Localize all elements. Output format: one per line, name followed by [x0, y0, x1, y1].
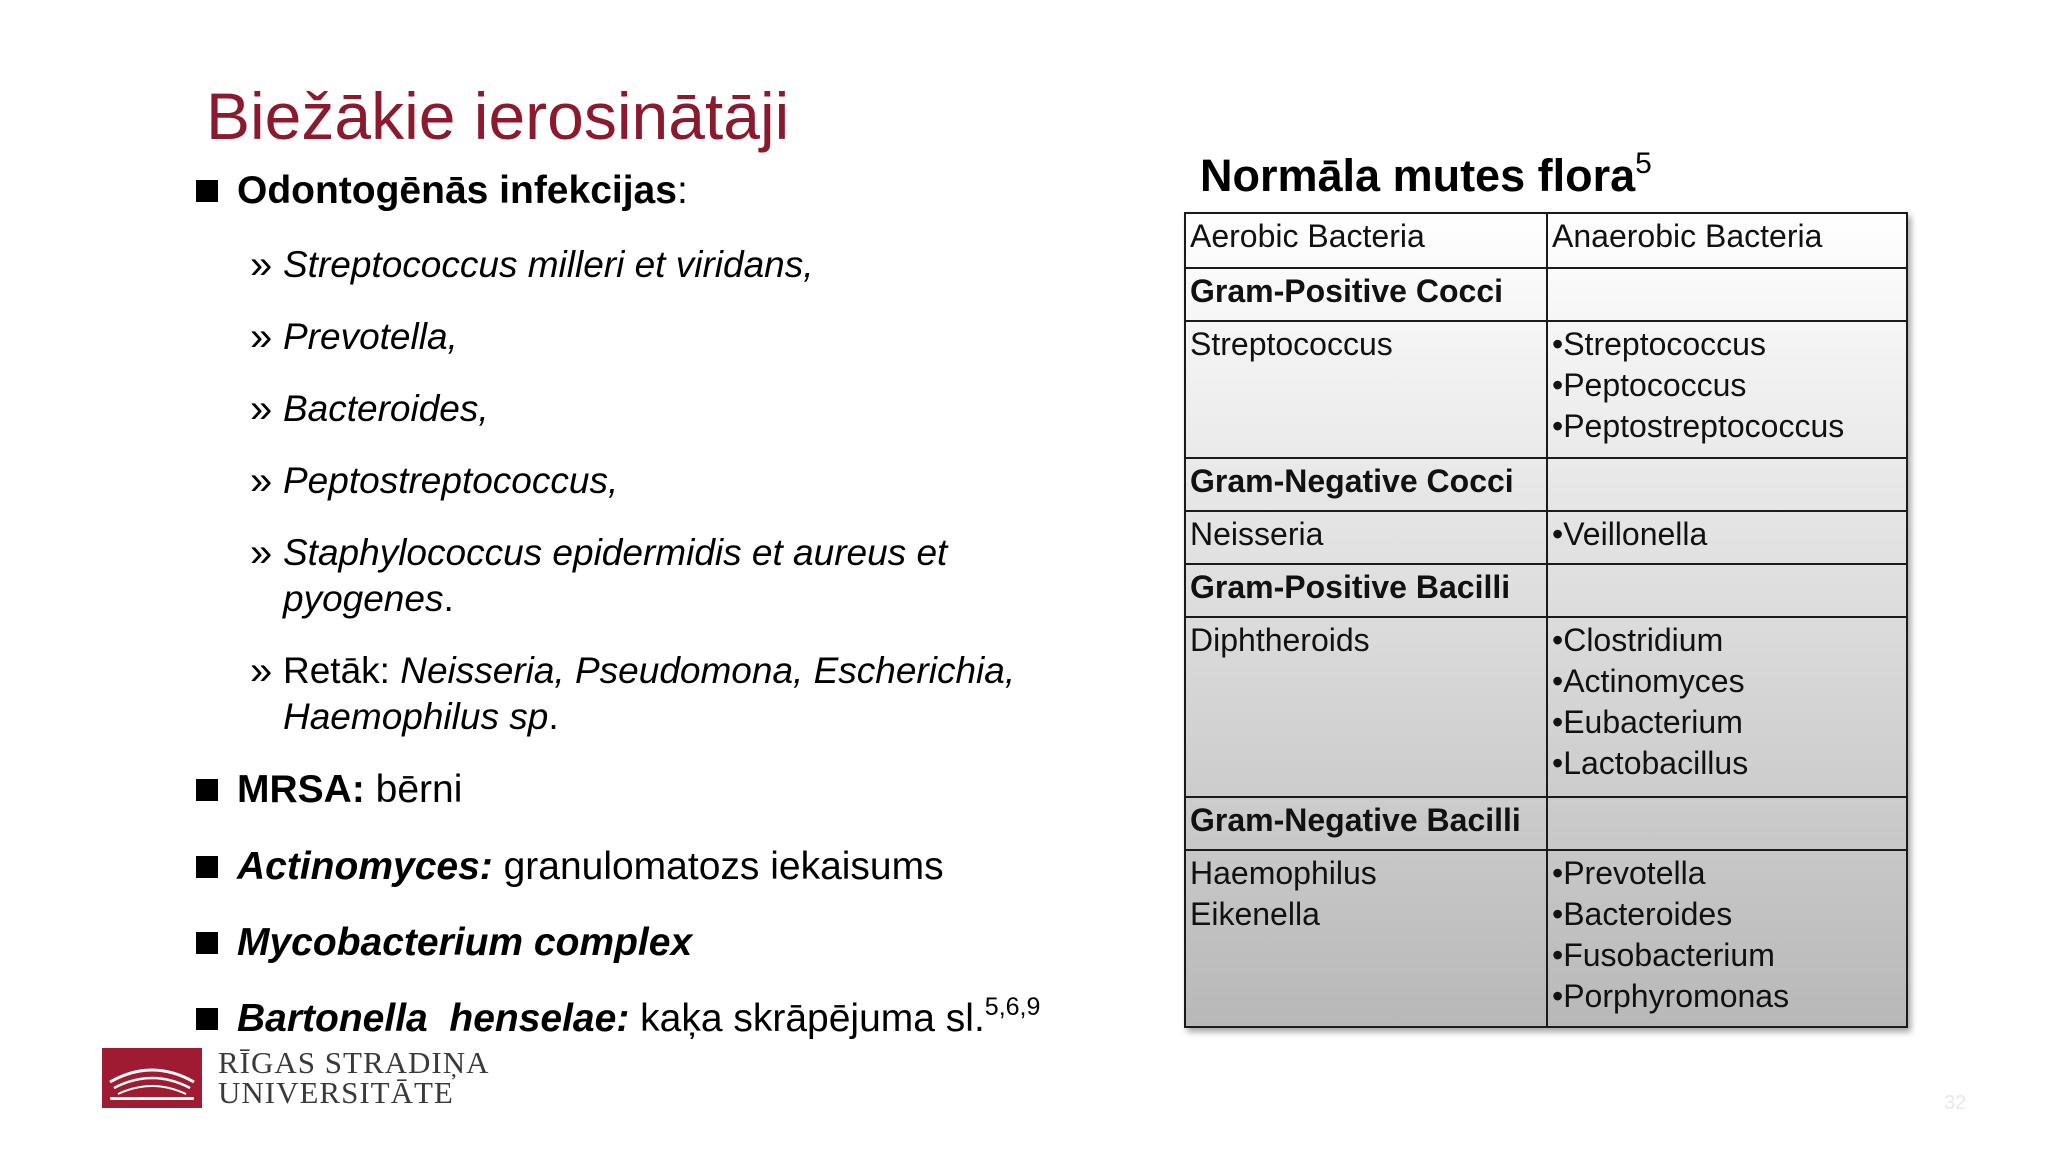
- bullet-mycobacterium-label: Mycobacterium complex: [237, 921, 693, 964]
- bullet-bartonella: [237, 993, 1041, 1042]
- table-row: [1186, 510, 1906, 563]
- subitem-prevotella: Prevotella,: [283, 316, 458, 357]
- sub-marker-icon: »: [250, 243, 273, 287]
- bullet-bartonella-label: Bartonella henselae:: [237, 997, 630, 1040]
- list-item: •Porphyromonas: [1552, 978, 1790, 1014]
- list-item: •Peptostreptococcus: [1552, 408, 1845, 444]
- subitem-staphylococcus-line2: [283, 576, 454, 622]
- list-item: •Streptococcus: [1552, 326, 1766, 362]
- aerobic-gpc: Streptococcus: [1186, 322, 1548, 457]
- bullet-actinomyces: [237, 844, 944, 890]
- anaerobic-gnc: •Veillonella: [1552, 516, 1708, 552]
- aerobic-gnc: Neisseria: [1186, 512, 1548, 563]
- subitem-retak-prefix: Retāk:: [283, 650, 401, 691]
- list-item: •Peptococcus: [1552, 367, 1747, 403]
- sub-marker-icon: »: [250, 315, 273, 359]
- anaerobic-gpb: [1548, 618, 1906, 796]
- list-item: •Actinomyces: [1552, 663, 1745, 699]
- category-gram-negative-bacilli: Gram-Negative Bacilli: [1186, 798, 1548, 849]
- list-item: •Prevotella: [1552, 855, 1706, 891]
- subitem-staphylococcus-line1: Staphylococcus epidermidis et aureus et: [283, 532, 948, 573]
- table-row: [1186, 320, 1906, 457]
- bullet-odontogenic-label: Odontogēnās infekcijas: [237, 169, 677, 212]
- flora-title-text: Normāla mutes flora: [1200, 150, 1636, 201]
- table-row: [1186, 457, 1906, 510]
- table-row: [1186, 849, 1906, 1026]
- bullet-mrsa: [237, 767, 462, 813]
- table-header-row: [1186, 214, 1906, 267]
- list-item: •Lactobacillus: [1552, 745, 1749, 781]
- bullet-actinomyces-label: Actinomyces:: [237, 845, 493, 888]
- category-gram-positive-bacilli: Gram-Positive Bacilli: [1186, 565, 1548, 616]
- anaerobic-gnb: [1548, 851, 1906, 1026]
- empty-cell: [1548, 565, 1906, 616]
- subitem-pyogenes-end: .: [443, 578, 454, 619]
- bullet-odontogenic: [237, 168, 688, 214]
- bullet-square-icon: [196, 779, 218, 801]
- category-gram-negative-cocci: Gram-Negative Cocci: [1186, 459, 1548, 510]
- list-item: •Clostridium: [1552, 622, 1724, 658]
- bullet-mrsa-label: MRSA:: [237, 768, 365, 811]
- flora-table: [1184, 212, 1908, 1028]
- empty-cell: [1548, 269, 1906, 320]
- subitem-peptostreptococcus: Peptostreptococcus,: [283, 460, 619, 501]
- bullet-square-icon: [196, 1008, 218, 1030]
- empty-cell: [1548, 798, 1906, 849]
- bullet-odontogenic-colon: :: [676, 169, 688, 212]
- aerobic-gpb: Diphtheroids: [1186, 618, 1548, 796]
- table-row: [1186, 616, 1906, 796]
- aerobic-gnb: [1186, 851, 1548, 1026]
- page-number: 32: [1944, 1092, 1967, 1114]
- bullet-square-icon: [196, 856, 218, 878]
- slide-title: Biežākie ierosinātāji: [206, 79, 790, 153]
- university-name: [218, 1045, 490, 1110]
- subitem-retak-line2: [283, 694, 559, 740]
- table-row: [1186, 267, 1906, 320]
- sub-marker-icon: »: [250, 531, 273, 575]
- anaerobic-gpc: [1548, 322, 1906, 457]
- list-item: Haemophilus: [1190, 855, 1377, 891]
- header-anaerobic: Anaerobic Bacteria: [1552, 218, 1823, 254]
- subitem-streptococcus: Streptococcus milleri et viridans,: [283, 244, 814, 285]
- list-item: Eikenella: [1190, 896, 1320, 932]
- category-gram-positive-cocci: Gram-Positive Cocci: [1186, 269, 1548, 320]
- bullet-bartonella-ref: 5,6,9: [984, 993, 1041, 1021]
- university-name-line1: RĪGAS STRADIŅA: [218, 1045, 490, 1080]
- list-item: •Bacteroides: [1552, 896, 1733, 932]
- bullet-mycobacterium: [237, 920, 692, 966]
- list-item: •Eubacterium: [1552, 704, 1743, 740]
- flora-table-title: [1200, 147, 1652, 202]
- subitem-pyogenes: pyogenes: [283, 578, 444, 619]
- bullet-square-icon: [196, 180, 218, 202]
- university-logo-icon: [102, 1048, 202, 1108]
- table-row: [1186, 563, 1906, 616]
- university-name-line2: UNIVERSITĀTE: [218, 1075, 454, 1110]
- header-aerobic: Aerobic Bacteria: [1186, 214, 1548, 267]
- list-item: •Fusobacterium: [1552, 937, 1775, 973]
- sub-marker-icon: »: [250, 459, 273, 503]
- bullet-mrsa-text: bērni: [364, 768, 463, 811]
- bullet-square-icon: [196, 932, 218, 954]
- sub-marker-icon: »: [250, 387, 273, 431]
- flora-title-ref: 5: [1635, 147, 1652, 180]
- subitem-retak-line1: [283, 648, 1015, 694]
- subitem-retak-list: Neisseria, Pseudomona, Escherichia,: [400, 650, 1016, 691]
- bullet-bartonella-text: kaķa skrāpējuma sl.: [629, 997, 985, 1040]
- subitem-haemophilus-end: .: [548, 696, 559, 737]
- table-row: [1186, 796, 1906, 849]
- subitem-bacteroides: Bacteroides,: [283, 388, 489, 429]
- bullet-actinomyces-text: granulomatozs iekaisums: [492, 845, 944, 888]
- empty-cell: [1548, 459, 1906, 510]
- subitem-haemophilus: Haemophilus sp: [283, 696, 549, 737]
- sub-marker-icon: »: [250, 649, 273, 693]
